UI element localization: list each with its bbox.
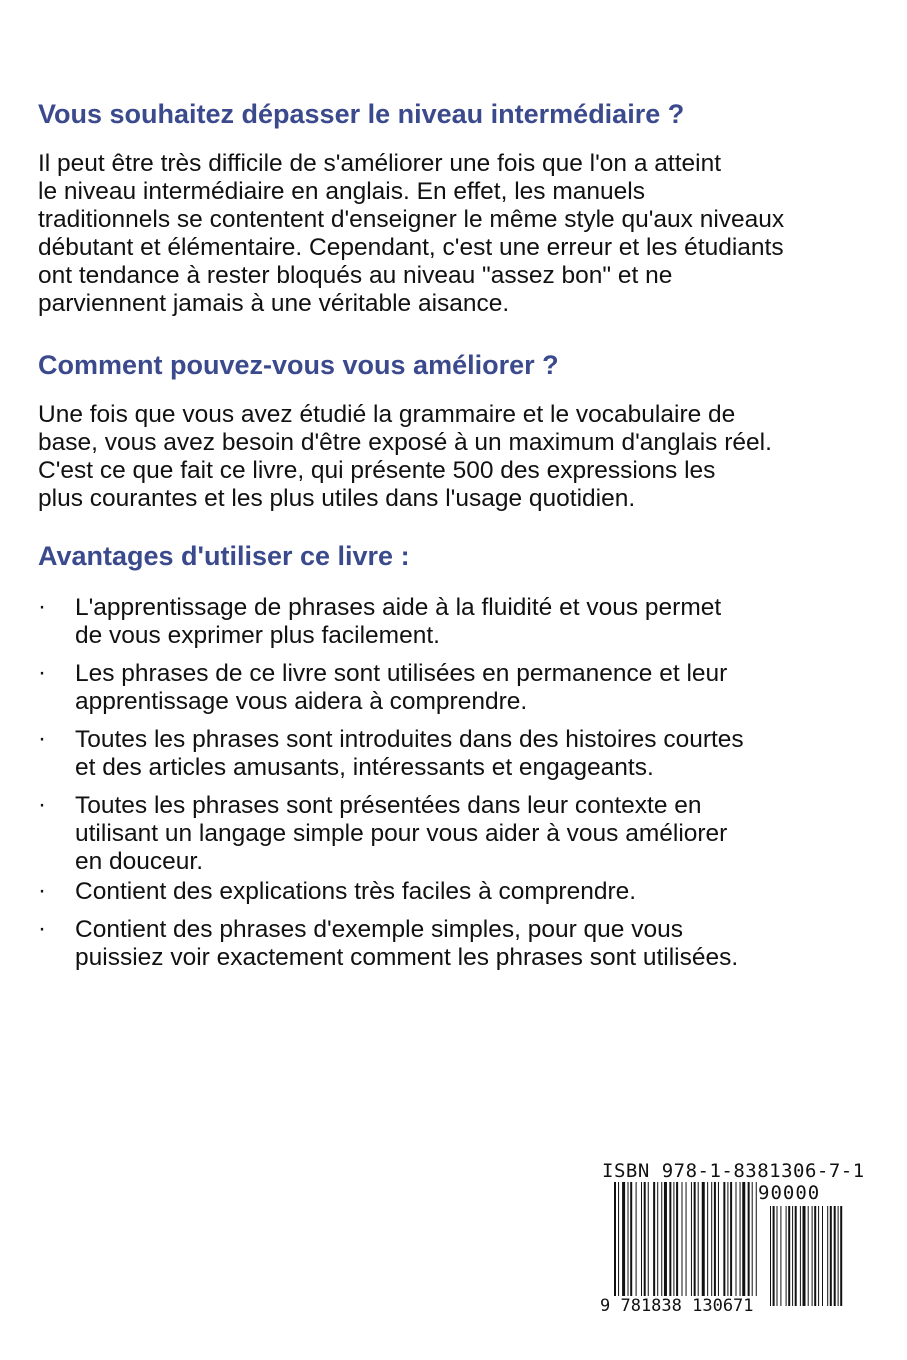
text-line: le niveau intermédiaire en anglais. En effet, les manuels	[38, 178, 645, 205]
list-item-line: L'apprentissage de phrases aide à la fluidité et vous permet	[75, 594, 722, 621]
text-line: Il peut être très difficile de s'améliorer une fois que l'on a atteint	[38, 150, 722, 177]
bullet-dot: ·	[38, 877, 46, 904]
text-line: traditionnels se contentent d'enseigner le même style qu'aux niveaux	[38, 206, 785, 233]
heading-benefits: Avantages d'utiliser ce livre :	[38, 541, 410, 571]
bullet-dot: ·	[38, 725, 46, 752]
barcode-addon-digits: 90000	[758, 1182, 821, 1204]
text-line: plus courantes et les plus utiles dans l'usage quotidien.	[38, 485, 636, 512]
text-line: C'est ce que fait ce livre, qui présente 500 des expressions les	[38, 457, 716, 484]
text-line: Une fois que vous avez étudié la grammaire et le vocabulaire de	[38, 401, 736, 428]
list-item	[38, 594, 744, 650]
text-line: débutant et élémentaire. Cependant, c'est une erreur et les étudiants	[38, 234, 784, 261]
list-item-line: en douceur.	[75, 848, 204, 875]
bullet-dot: ·	[38, 593, 46, 620]
bullet-dot: ·	[38, 659, 46, 686]
list-item-line: Toutes les phrases sont introduites dans des histoires courtes	[75, 726, 744, 753]
text-line: parviennent jamais à une véritable aisance.	[38, 290, 510, 317]
list-item	[38, 878, 744, 906]
text-line: ont tendance à rester bloqués au niveau "assez bon" et ne	[38, 262, 673, 289]
barcode-bars-icon	[600, 1182, 854, 1306]
list-item-line: puissiez voir exactement comment les phrases sont utilisées.	[75, 944, 739, 971]
bullet-dot: ·	[38, 791, 46, 818]
list-item	[38, 792, 744, 876]
heading-beyond-intermediate: Vous souhaitez dépasser le niveau intermédiaire ?	[38, 99, 685, 129]
barcode-ean-digits: 9 781838 130671	[600, 1296, 754, 1316]
text-line: base, vous avez besoin d'être exposé à un maximum d'anglais réel.	[38, 429, 772, 456]
list-item-line: Contient des phrases d'exemple simples, pour que vous	[75, 916, 683, 943]
list-item-line: de vous exprimer plus facilement.	[75, 622, 440, 649]
paragraph-how-to-improve	[38, 401, 772, 513]
benefits-list	[38, 594, 744, 972]
list-item-line: apprentissage vous aidera à comprendre.	[75, 688, 528, 715]
heading-how-to-improve: Comment pouvez-vous vous améliorer ?	[38, 350, 559, 380]
list-item	[38, 916, 744, 972]
list-item-line: Contient des explications très faciles à comprendre.	[75, 878, 637, 905]
list-item	[38, 660, 744, 716]
isbn-label: ISBN 978-1-8381306-7-1	[602, 1160, 865, 1182]
list-item-line: utilisant un langage simple pour vous aider à vous améliorer	[75, 820, 728, 847]
list-item	[38, 726, 744, 782]
list-item-line: et des articles amusants, intéressants et engageants.	[75, 754, 654, 781]
list-item-line: Toutes les phrases sont présentées dans leur contexte en	[75, 792, 702, 819]
list-item-line: Les phrases de ce livre sont utilisées en permanence et leur	[75, 660, 728, 687]
bullet-dot: ·	[38, 915, 46, 942]
isbn-barcode	[600, 1160, 865, 1320]
paragraph-beyond-intermediate	[38, 150, 784, 318]
